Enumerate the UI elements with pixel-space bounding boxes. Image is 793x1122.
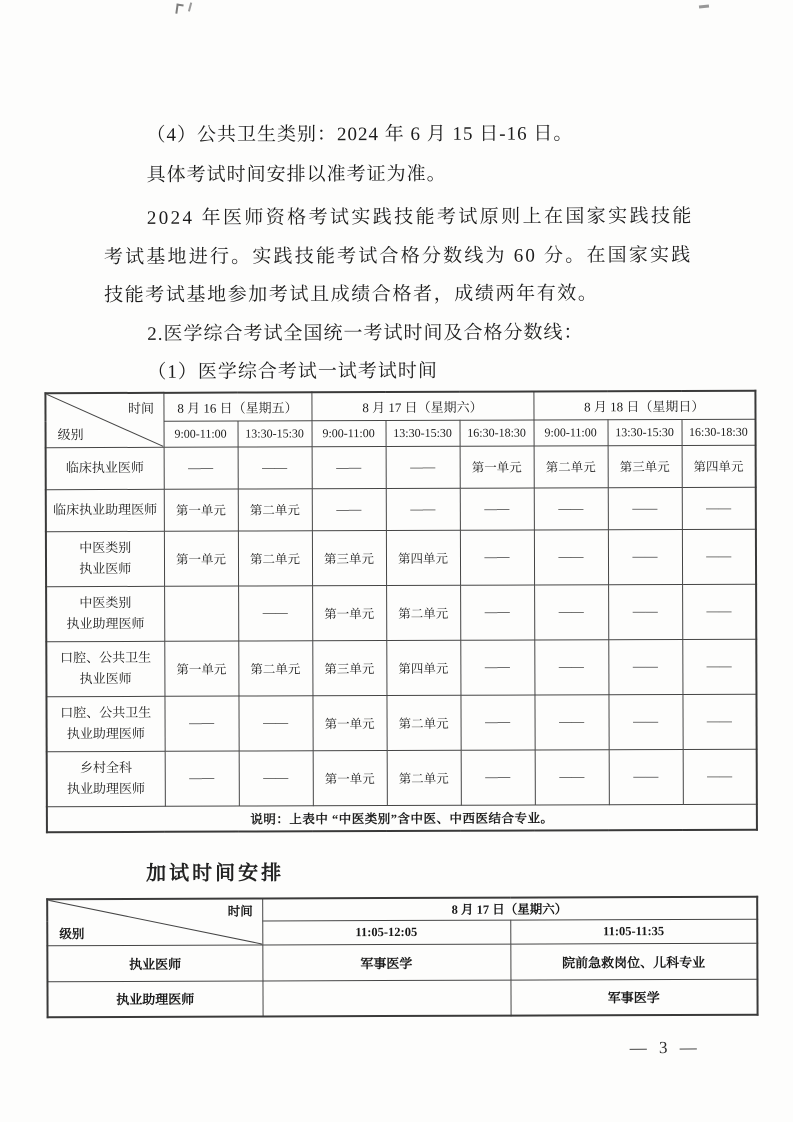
schedule-cell: 第三单元	[312, 640, 386, 695]
schedule-cell: ——	[460, 530, 534, 585]
schedule-cell: ——	[683, 694, 757, 749]
row-label: 执业医师	[47, 944, 262, 981]
schedule-cell: ——	[238, 446, 312, 488]
time-header: 13:30-15:30	[238, 420, 312, 446]
schedule-cell: ——	[609, 694, 683, 749]
paragraph-subsection-1-heading: （1）医学综合考试一试考试时间	[147, 360, 438, 383]
schedule-cell: 院前急救岗位、儿科专业	[510, 943, 757, 980]
schedule-cell: ——	[535, 749, 609, 804]
schedule-cell: ——	[608, 639, 682, 694]
schedule-cell: ——	[608, 487, 682, 529]
date-header-sat: 8 月 17 日（星期六）	[262, 897, 757, 921]
corner-time-label: 时间	[127, 400, 154, 416]
schedule-cell: ——	[682, 487, 756, 529]
corner-time-label: 时间	[227, 904, 253, 919]
schedule-cell: ——	[238, 695, 312, 750]
table-row	[47, 897, 757, 921]
table-row	[46, 694, 756, 751]
schedule-cell: 第四单元	[386, 640, 460, 695]
schedule-cell: ——	[386, 446, 460, 488]
schedule-cell: 第四单元	[386, 530, 460, 585]
row-label-line1: 中医类别	[79, 540, 132, 556]
table-row	[47, 979, 757, 1017]
row-label-line2: 执业医师	[79, 560, 132, 576]
schedule-cell: ——	[534, 487, 608, 529]
row-label-line1: 乡村全科	[79, 760, 132, 776]
addendum-schedule-table	[46, 896, 758, 1018]
paragraph-admission-ticket: 具体考试时间安排以准考证为准。	[146, 163, 447, 186]
schedule-cell: 第三单元	[608, 445, 682, 487]
schedule-cell: ——	[312, 488, 386, 530]
schedule-cell: 第一单元	[164, 641, 238, 696]
row-label-line2: 执业助理医师	[66, 615, 145, 631]
schedule-cell: ——	[609, 749, 683, 804]
table-row	[47, 749, 757, 806]
row-label-line1: 口腔、公共卫生	[60, 650, 152, 666]
schedule-cell: ——	[164, 696, 238, 751]
time-header: 11:05-11:35	[510, 919, 757, 944]
time-header: 9:00-11:00	[312, 420, 386, 446]
schedule-cell: ——	[534, 529, 608, 584]
schedule-cell	[164, 586, 238, 641]
schedule-cell: ——	[535, 694, 609, 749]
schedule-cell: 第二单元	[534, 445, 608, 487]
schedule-cell: ——	[608, 584, 682, 639]
schedule-cell: ——	[386, 488, 460, 530]
row-label-line2: 执业医师	[79, 670, 132, 686]
row-label: 临床执业助理医师	[46, 489, 164, 531]
schedule-cell: 军事医学	[262, 944, 510, 981]
table-row	[46, 639, 756, 696]
table-row	[47, 804, 757, 832]
table-note: 说明：上表中 “中医类别”含中医、中西医结合专业。	[47, 804, 757, 832]
table-row	[47, 943, 757, 981]
time-header: 13:30-15:30	[386, 420, 460, 446]
schedule-cell	[262, 980, 510, 1017]
addendum-heading: 加试时间安排	[146, 862, 285, 885]
paragraph-practical-exam-line3: 技能考试基地参加考试且成绩合格者，成绩两年有效。	[104, 283, 599, 307]
schedule-cell: ——	[683, 749, 757, 804]
schedule-cell: 第一单元	[460, 446, 534, 488]
schedule-cell: ——	[312, 446, 386, 488]
paragraph-practical-exam-line1: 2024 年医师资格考试实践技能考试原则上在国家实践技能	[146, 205, 694, 229]
row-label-line1: 中医类别	[79, 595, 132, 611]
date-header-sun: 8 月 18 日（星期日）	[533, 391, 755, 420]
schedule-cell: 军事医学	[510, 979, 757, 1016]
corner-header-cell	[47, 898, 262, 945]
schedule-cell: ——	[460, 585, 534, 640]
schedule-cell: ——	[534, 584, 608, 639]
table-row	[45, 391, 755, 421]
exam-schedule-table	[44, 390, 758, 833]
schedule-cell: ——	[682, 584, 756, 639]
schedule-cell: ——	[460, 695, 534, 750]
schedule-cell: ——	[165, 751, 239, 806]
time-header: 16:30-18:30	[682, 419, 756, 445]
schedule-cell: 第二单元	[238, 488, 312, 530]
row-label-line2: 执业助理医师	[66, 725, 145, 741]
table-row	[46, 529, 756, 586]
row-label	[46, 586, 164, 641]
schedule-cell: 第三单元	[312, 530, 386, 585]
time-header: 13:30-15:30	[608, 419, 682, 445]
paragraph-public-health-dates: （4）公共卫生类别：2024 年 6 月 15 日-16 日。	[146, 123, 574, 146]
schedule-cell: ——	[460, 640, 534, 695]
row-label	[46, 531, 164, 586]
corner-level-label: 级别	[57, 426, 84, 442]
schedule-cell: ——	[682, 529, 756, 584]
time-header: 9:00-11:00	[534, 419, 608, 445]
row-label-line2: 执业助理医师	[66, 780, 146, 796]
time-header: 11:05-12:05	[262, 920, 510, 945]
schedule-cell: 第一单元	[312, 585, 386, 640]
schedule-cell: ——	[239, 750, 313, 805]
schedule-cell: 第二单元	[387, 750, 461, 805]
table-row	[46, 487, 756, 531]
schedule-cell: 第二单元	[238, 640, 312, 695]
schedule-cell: ——	[461, 750, 535, 805]
row-label: 执业助理医师	[47, 980, 262, 1017]
schedule-cell: 第四单元	[682, 445, 756, 487]
time-header: 16:30-18:30	[460, 420, 534, 446]
table-row	[46, 584, 756, 641]
schedule-cell: 第二单元	[386, 585, 460, 640]
schedule-cell: 第一单元	[312, 695, 386, 750]
row-label	[46, 641, 164, 696]
schedule-cell: ——	[164, 447, 238, 489]
date-header-sat: 8 月 17 日（星期六）	[311, 392, 533, 421]
time-header: 9:00-11:00	[164, 421, 238, 447]
schedule-cell: 第二单元	[386, 695, 460, 750]
row-label	[47, 751, 165, 806]
schedule-cell: ——	[608, 529, 682, 584]
page-number: — 3 —	[629, 1037, 701, 1058]
schedule-cell: 第二单元	[238, 530, 312, 585]
schedule-cell: 第一单元	[164, 531, 238, 586]
corner-level-label: 级别	[59, 926, 85, 941]
row-label	[46, 696, 164, 751]
corner-header-cell	[45, 393, 163, 447]
table-row	[46, 445, 756, 489]
paragraph-practical-exam-line2: 考试基地进行。实践技能考试合格分数线为 60 分。在国家实践	[103, 244, 693, 269]
schedule-cell: ——	[460, 488, 534, 530]
schedule-cell: ——	[534, 639, 608, 694]
schedule-cell: 第一单元	[164, 489, 238, 531]
date-header-fri: 8 月 16 日（星期五）	[163, 392, 311, 421]
paragraph-section-2-heading: 2.医学综合考试全国统一考试时间及合格分数线：	[147, 322, 584, 345]
schedule-cell: ——	[238, 585, 312, 640]
schedule-cell: ——	[682, 639, 756, 694]
row-label: 临床执业医师	[46, 447, 164, 489]
row-label-line1: 口腔、公共卫生	[60, 705, 152, 721]
schedule-cell: 第一单元	[313, 750, 387, 805]
